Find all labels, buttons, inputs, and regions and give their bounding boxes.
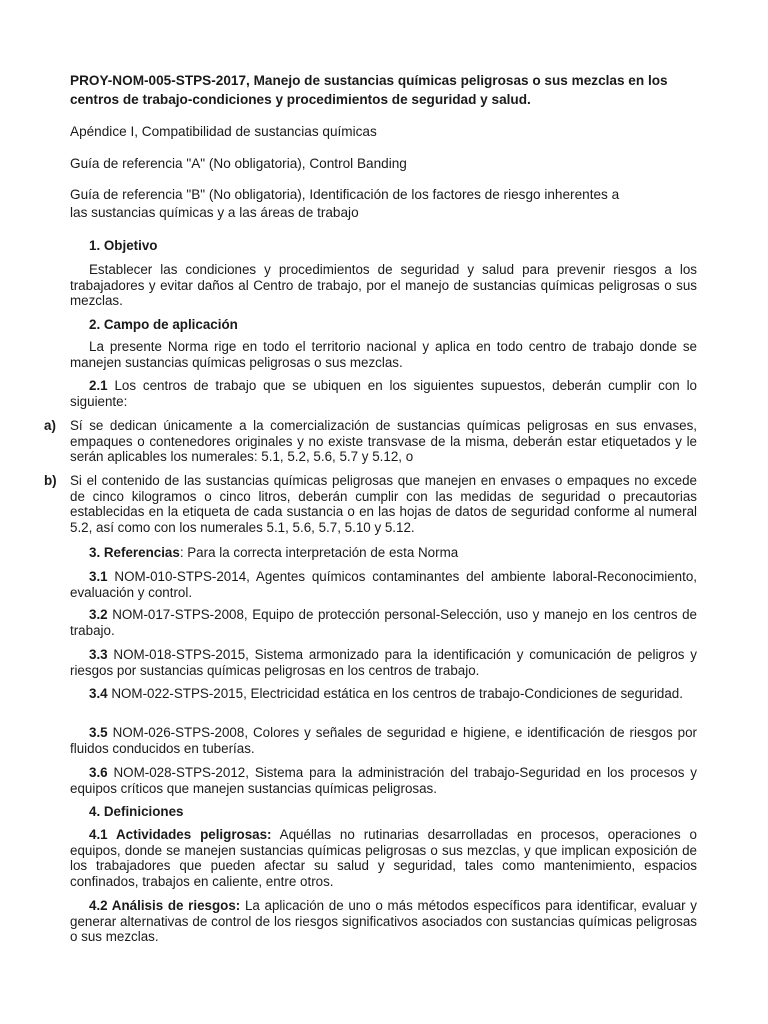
item-b-text: Si el contenido de las sustancias químicas peligrosas que manejen en envases o empaques no excede de cinco kilogramos o cinco litros, deberán cumplir con las medidas de seguridad o precautorias establecidas en la etiqueta de cada sustancia o en las hojas de datos de seguridad conforme al numeral 5.2, así como con los numerales 5.1, 5.6, 5.7, 5.10 y 5.12. <box>70 473 697 535</box>
section-2-heading: 2. Campo de aplicación <box>89 317 238 332</box>
section-2-1 <box>70 378 697 409</box>
section-1-text <box>70 262 697 309</box>
reference-number: 3.1 <box>89 569 108 584</box>
guia-b-line1: Guía de referencia "B" (No obligatoria), Identificación de los factores de riesgo inherentes a <box>70 187 620 202</box>
section-2-1-body: Los centros de trabajo que se ubiquen en los siguientes supuestos, deberán cumplir con lo siguiente: <box>70 378 697 409</box>
definition-text: Aquéllas no rutinarias desarrolladas en procesos, operaciones o equipos, donde se manejen sustancias químicas peligrosas o sus mezclas, y que implican exposición de los trabajadores que pueden afectar su salud y seguridad, tales como mantenimiento, espacios confinados, trabajos en caliente, entre otros. <box>70 827 697 889</box>
section-2-text <box>70 339 697 370</box>
item-b-letter: b) <box>44 473 57 488</box>
section-2-1-number: 2.1 <box>89 378 108 393</box>
section-2-body: La presente Norma rige en todo el territorio nacional y aplica en todo centro de trabajo donde se manejen sustancias químicas peligrosas o sus mezclas. <box>70 339 697 370</box>
reference-text: NOM-026-STPS-2008, Colores y señales de seguridad e higiene, e identificación de riesgos por fluidos conducidos en tuberías. <box>70 725 697 756</box>
item-a-letter: a) <box>44 418 56 433</box>
reference-item <box>70 686 697 702</box>
reference-text: NOM-028-STPS-2012, Sistema para la administración del trabajo-Seguridad en los procesos y equipos críticos que manejen sustancias químicas peligrosas. <box>70 765 697 796</box>
definition-text: La aplicación de uno o más métodos específicos para identificar, evaluar y generar alternativas de control de los riesgos significativos asociados con sustancias químicas peligrosas o sus mezclas. <box>70 898 697 944</box>
section-4-heading: 4. Definiciones <box>89 804 184 819</box>
section-1-heading: 1. Objetivo <box>89 238 158 253</box>
reference-number: 3.5 <box>89 725 108 740</box>
reference-item <box>70 647 697 678</box>
reference-text: NOM-017-STPS-2008, Equipo de protección personal-Selección, uso y manejo en los centros de trabajo. <box>70 607 697 638</box>
reference-number: 3.3 <box>89 647 108 662</box>
reference-text: NOM-022-STPS-2015, Electricidad estática en los centros de trabajo-Condiciones de seguridad. <box>107 686 683 701</box>
reference-number: 3.4 <box>89 686 108 701</box>
section-1-body: Establecer las condiciones y procedimientos de seguridad y salud para prevenir riesgos a los trabajadores y evitar daños al Centro de trabajo, por el manejo de sustancias químicas peligrosas o sus mezclas. <box>70 262 697 308</box>
guia-b-block <box>70 186 670 222</box>
definition-item <box>70 898 697 945</box>
guia-a-line: Guía de referencia "A" (No obligatoria), Control Banding <box>70 156 407 171</box>
section-3-intro: : Para la correcta interpretación de esta Norma <box>179 545 459 560</box>
reference-text: NOM-010-STPS-2014, Agentes químicos contaminantes del ambiente laboral-Reconocimiento, evaluación y control. <box>70 569 697 600</box>
item-a-text: Sí se dedican únicamente a la comercialización de sustancias químicas peligrosas en sus envases, empaques o contenedores originales y no existe transvase de la misma, deberán estar etiquetados y le serán aplicables los numerales: 5.1, 5.2, 5.6, 5.7 y 5.12, o <box>70 418 697 464</box>
section-3-heading: 3. Referencias <box>89 545 180 560</box>
reference-text: NOM-018-STPS-2015, Sistema armonizado para la identificación y comunicación de peligros y riesgos por sustancias químicas peligrosas en los centros de trabajo. <box>70 647 697 678</box>
definition-item <box>70 827 697 889</box>
reference-item <box>70 569 697 600</box>
section-3 <box>70 545 697 561</box>
apendice-line: Apéndice I, Compatibilidad de sustancias químicas <box>70 124 377 139</box>
reference-number: 3.2 <box>89 607 108 622</box>
reference-item <box>70 725 697 756</box>
reference-item <box>70 765 697 796</box>
reference-item <box>70 607 697 638</box>
guia-b-line2: las sustancias químicas y a las áreas de trabajo <box>70 205 359 220</box>
reference-number: 3.6 <box>89 765 108 780</box>
document-title: PROY-NOM-005-STPS-2017, Manejo de sustancias químicas peligrosas o sus mezclas en los centros de trabajo-condiciones y procedimientos de seguridad y salud. <box>70 73 668 107</box>
definition-term: 4.1 Actividades peligrosas: <box>89 827 272 842</box>
definition-term: 4.2 Análisis de riesgos: <box>89 898 241 913</box>
